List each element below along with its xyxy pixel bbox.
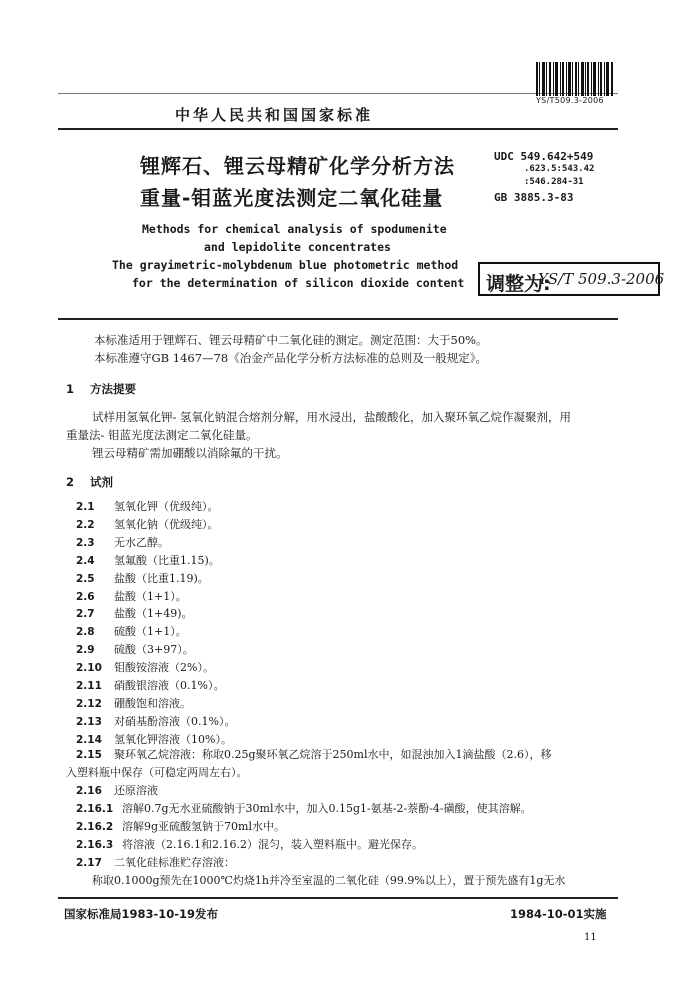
gb-number: GB 3885.3-83	[494, 191, 574, 204]
reagent-2-15-line2: 入塑料瓶中保存（可稳定两周左右）。	[66, 766, 248, 779]
reagent-text: 氢氧化钾溶液（10%）。	[114, 732, 232, 746]
reagent-number: 2.13	[76, 715, 102, 728]
reagent-text: 盐酸（1+49)。	[114, 607, 193, 621]
reagent-2-16	[76, 782, 158, 798]
reagent-item	[76, 534, 169, 550]
reagent-item	[76, 641, 194, 657]
national-standard-heading: 中华人民共和国国家标准	[175, 106, 374, 124]
udc-line1: UDC 549.642+549	[494, 150, 594, 163]
standard-code: YS/T509.3-2006	[536, 96, 604, 105]
section2-title: 试剂	[90, 475, 114, 489]
section1-heading	[66, 381, 136, 397]
section1-para2: 锂云母精矿需加硼酸以消除氟的干扰。	[92, 446, 288, 460]
title-en-line2: and lepidolite concentrates	[204, 240, 391, 254]
reagent-text: 硼酸饱和溶液。	[114, 696, 191, 710]
reagent-text: 氢氟酸（比重1.15)。	[114, 553, 220, 567]
title-en-line1: Methods for chemical analysis of spodumenite	[142, 222, 447, 236]
barcode-icon	[536, 62, 614, 96]
footer-rule	[58, 897, 618, 899]
reagent-item	[76, 677, 224, 693]
reagent-text: 溶解9g亚硫酸氢钠于70ml水中。	[122, 820, 285, 833]
reagent-text: 对硝基酚溶液（0.1%）。	[114, 714, 236, 728]
reagent-number: 2.16.3	[76, 839, 114, 851]
section1-number: 1	[66, 382, 75, 396]
title-en-line4: for the determination of silicon dioxide content	[132, 276, 465, 290]
reagent-text: 氢氧化钠（优级纯）。	[114, 517, 219, 531]
issued-date: 国家标准局1983-10-19发布	[64, 907, 219, 921]
reagent-text: 还原溶液	[114, 784, 158, 797]
reagent-number: 2.4	[76, 554, 95, 567]
reagent-number: 2.2	[76, 518, 95, 531]
reagent-2-17-line2: 称取0.1000g预先在1000℃灼烧1h并冷至室温的二氧化硅（99.9%以上），置于预先盛有1g无水	[92, 874, 566, 887]
reagent-text: 硫酸（3+97）。	[114, 643, 194, 657]
reagent-number: 2.5	[76, 572, 95, 585]
reagent-number: 2.1	[76, 501, 95, 513]
reagent-text: 钼酸铵溶液（2%）。	[114, 661, 214, 675]
reagent-text: 盐酸（比重1.19)。	[114, 571, 209, 585]
section1-para1-line2: 重量法- 钼蓝光度法测定二氧化硅量。	[66, 428, 258, 442]
reagent-text: 氢氧化钾（优级纯）。	[114, 500, 219, 513]
reagent-item	[76, 659, 214, 675]
reagent-number: 2.17	[76, 857, 102, 869]
reagent-number: 2.16	[76, 785, 102, 797]
adjustment-stamp	[478, 262, 665, 296]
section1-title: 方法提要	[90, 382, 137, 396]
reagent-text: 无水乙醇。	[114, 535, 169, 549]
reagent-number: 2.6	[76, 590, 95, 603]
reagent-text: 将溶液（2.16.1和2.16.2）混匀，装入塑料瓶中。避光保存。	[122, 838, 423, 851]
reagent-item	[76, 570, 209, 586]
section1-para1-line1: 试样用氢氧化钾- 氢氧化钠混合熔剂分解，用水浸出，盐酸酸化，加入聚环氧乙烷作凝聚剂，用	[92, 410, 572, 424]
reagent-item	[76, 588, 187, 604]
reagent-number: 2.9	[76, 644, 95, 657]
stamp-handwritten-value: YS/T 509.3-2006	[538, 270, 665, 288]
reagent-text: 溶解0.7g无水亚硫酸钠于30ml水中，加入0.15g1-氨基-2-萘酚-4-磺酸，使其溶解。	[122, 802, 532, 815]
title-cn-line2: 重量-钼蓝光度法测定二氧化硅量	[140, 186, 444, 210]
header-rule	[58, 128, 618, 130]
reagent-item	[76, 731, 232, 747]
reagent-number: 2.15	[76, 749, 102, 761]
udc-line2: .623.5:543.42	[524, 164, 595, 174]
reagent-item	[76, 713, 235, 729]
reagent-2-16-1	[76, 800, 532, 816]
reagent-number: 2.16.2	[76, 821, 114, 833]
section2-number: 2	[66, 475, 75, 489]
reagent-item	[76, 498, 219, 514]
reagent-item	[76, 516, 219, 532]
reagent-item	[76, 552, 220, 568]
effective-date: 1984-10-01实施	[510, 907, 607, 921]
reagent-number: 2.7	[76, 608, 95, 621]
intro-scope: 本标准适用于锂辉石、锂云母精矿中二氧化硅的测定。测定范围：大于50%。	[94, 333, 488, 347]
top-rule	[58, 93, 618, 94]
section2-heading	[66, 474, 113, 490]
reagent-number: 2.10	[76, 662, 102, 675]
intro-compliance: 本标准遵守GB 1467—78《冶金产品化学分析方法标准的总则及一般规定》。	[94, 351, 487, 365]
reagent-item	[76, 623, 187, 639]
stamp-label: 调整为:	[486, 273, 551, 295]
reagent-number: 2.12	[76, 697, 102, 710]
reagent-number: 2.8	[76, 626, 95, 639]
page-number: 11	[584, 932, 597, 943]
reagent-number: 2.14	[76, 733, 102, 746]
reagent-2-17	[76, 854, 235, 870]
udc-line3: :546.284-31	[524, 177, 584, 187]
reagent-text: 盐酸（1+1）。	[114, 589, 187, 603]
reagent-text: 硫酸（1+1）。	[114, 625, 187, 639]
reagent-text: 硝酸银溶液（0.1%）。	[114, 679, 225, 692]
reagent-text: 聚环氧乙烷溶液：称取0.25g聚环氧乙烷溶于250ml水中，如混浊加入1滴盐酸（2.6），移	[114, 748, 552, 761]
reagent-item	[76, 695, 191, 711]
reagent-2-16-2	[76, 818, 285, 834]
reagent-2-16-3	[76, 836, 423, 852]
title-rule	[58, 318, 618, 320]
title-cn-line1: 锂辉石、锂云母精矿化学分析方法	[140, 154, 455, 178]
reagent-item	[76, 605, 193, 621]
reagent-number: 2.11	[76, 680, 102, 692]
reagent-2-15	[76, 746, 551, 762]
reagent-text: 二氧化硅标准贮存溶液：	[114, 856, 235, 869]
title-en-line3: The grayimetric-molybdenum blue photometric method	[112, 258, 459, 272]
reagent-number: 2.16.1	[76, 803, 114, 815]
reagent-number: 2.3	[76, 536, 95, 549]
